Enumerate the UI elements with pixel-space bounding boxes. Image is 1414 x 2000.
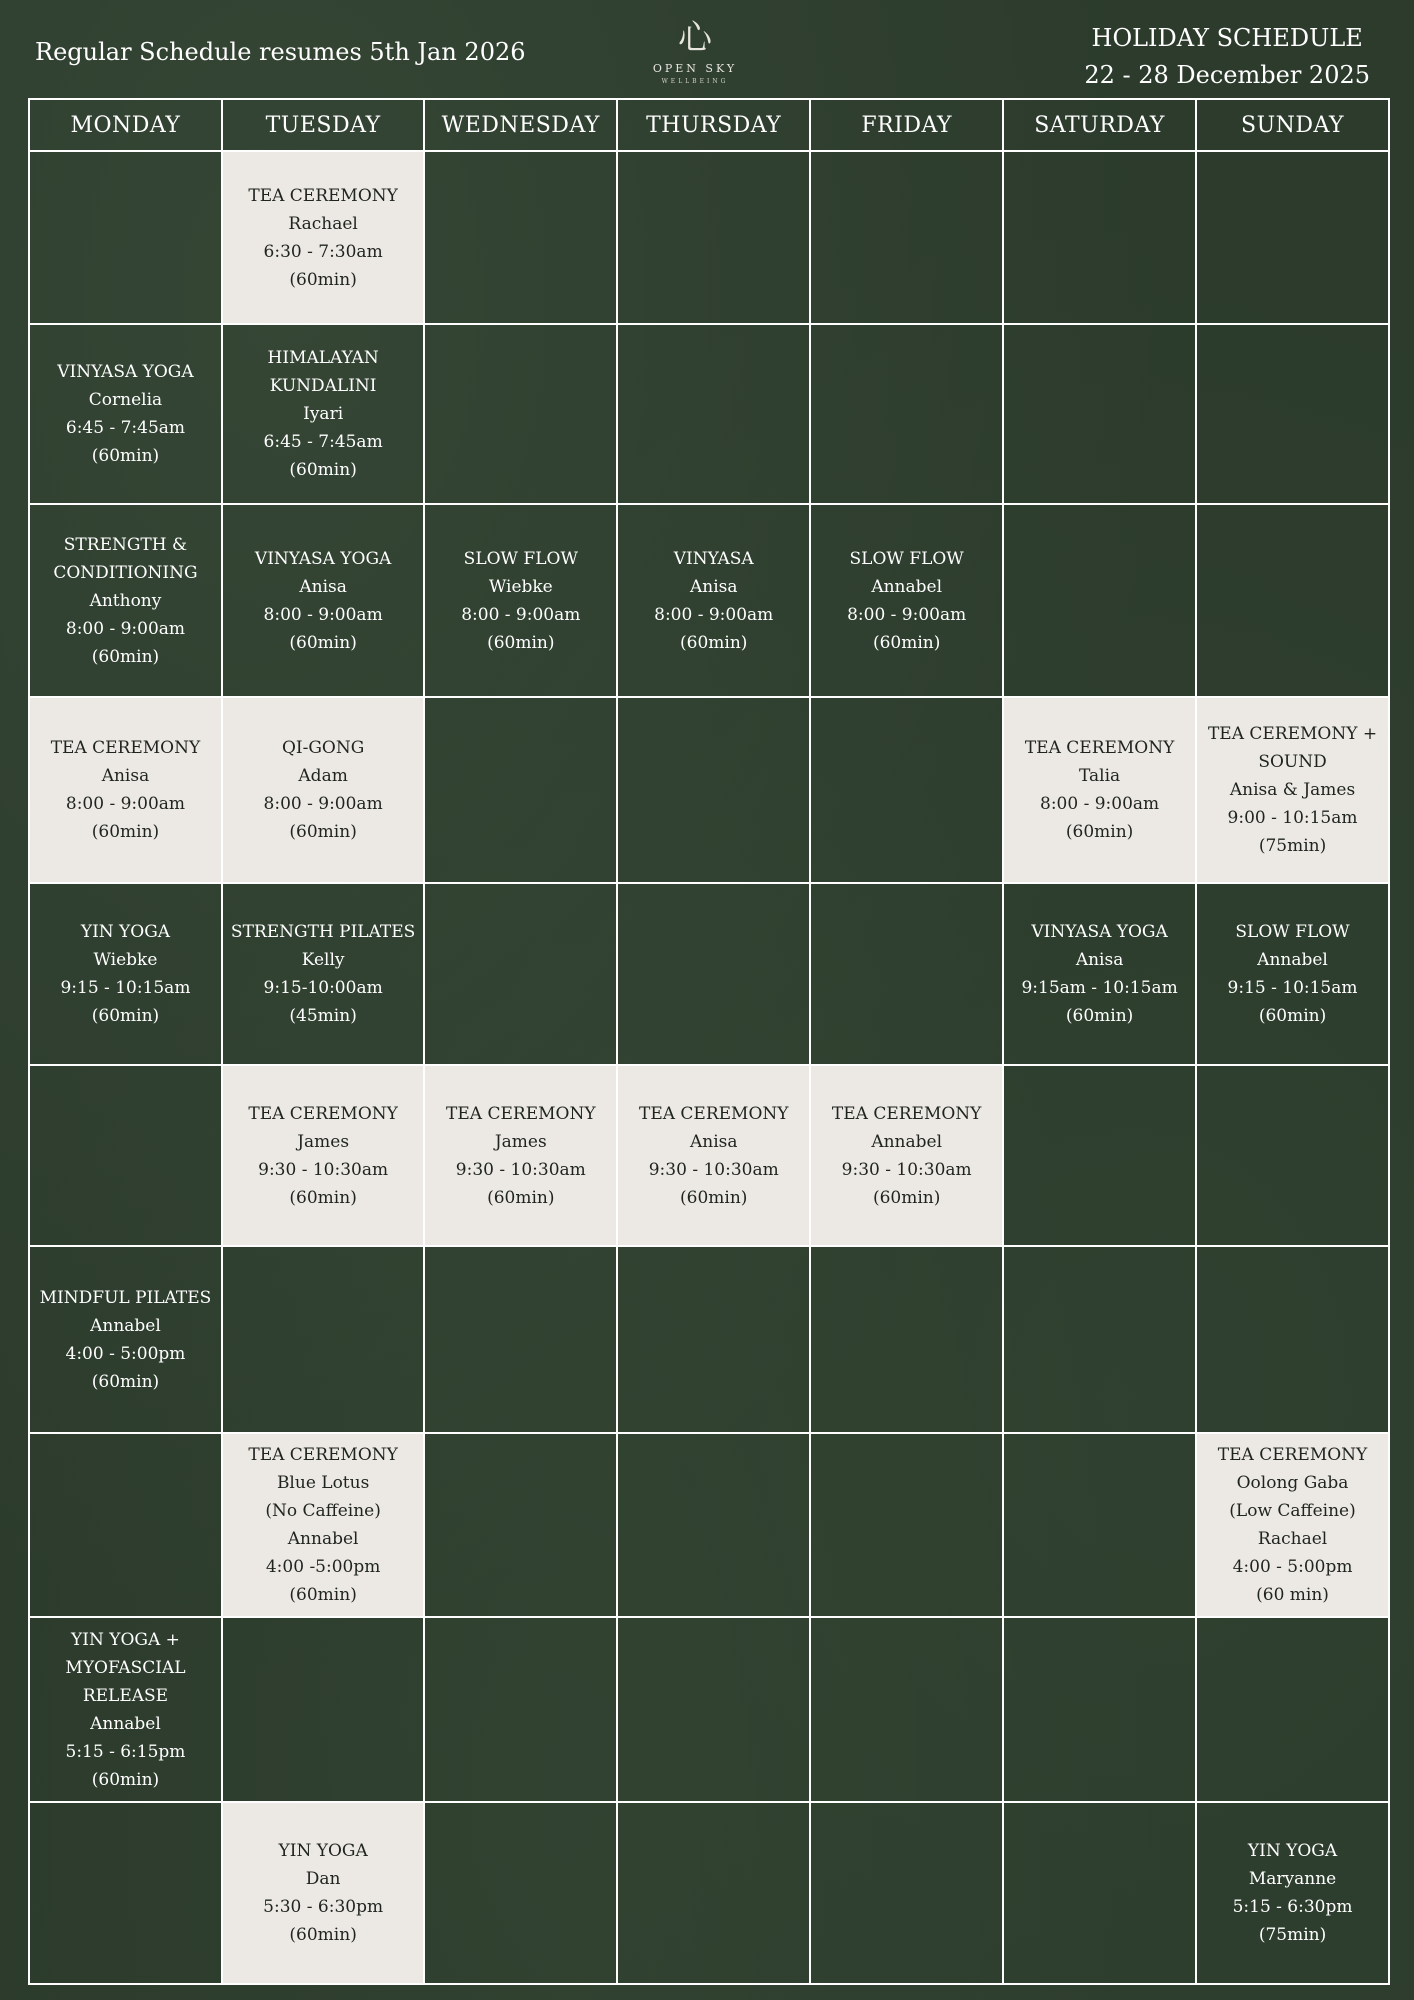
class-title: SLOW FLOW xyxy=(463,548,578,569)
empty-cell xyxy=(618,1434,811,1618)
class-detail: 8:00 - 9:00am xyxy=(847,604,967,625)
empty-cell xyxy=(425,884,618,1066)
empty-cell xyxy=(1197,152,1390,325)
class-detail: (60min) xyxy=(289,1187,357,1208)
class-detail: Annabel xyxy=(871,1131,943,1152)
class-detail: MYOFASCIAL xyxy=(65,1657,186,1678)
empty-cell xyxy=(425,1803,618,1985)
class-cell xyxy=(30,505,223,698)
logo-mark-icon: 心 xyxy=(678,18,712,58)
class-title: TEA CEREMONY xyxy=(50,738,201,758)
class-detail: (60min) xyxy=(680,1187,748,1208)
class-detail: (No Caffeine) xyxy=(265,1501,381,1521)
class-title: TEA CEREMONY xyxy=(248,1445,398,1465)
class-title: VINYASA xyxy=(673,548,754,569)
empty-cell xyxy=(1004,1434,1197,1618)
class-detail: (45min) xyxy=(289,1006,357,1026)
class-detail: 9:15-10:00am xyxy=(263,978,383,998)
class-cell xyxy=(30,1618,223,1803)
class-cell xyxy=(1197,884,1390,1066)
class-cell xyxy=(618,1066,811,1247)
class-detail: Rachael xyxy=(288,213,358,234)
class-title: YIN YOGA xyxy=(278,1841,368,1861)
day-header-monday: MONDAY xyxy=(30,100,223,152)
class-detail: Dan xyxy=(305,1869,341,1889)
class-cell xyxy=(223,698,425,884)
class-detail: 8:00 - 9:00am xyxy=(65,794,186,814)
empty-cell xyxy=(618,325,811,505)
class-title: TEA CEREMONY + xyxy=(1207,724,1378,744)
class-cell xyxy=(1004,884,1197,1066)
class-cell xyxy=(223,152,425,325)
class-detail: Iyari xyxy=(303,404,344,424)
class-detail: Annabel xyxy=(287,1529,359,1549)
empty-cell xyxy=(1004,152,1197,325)
class-detail: Oolong Gaba xyxy=(1236,1473,1349,1493)
class-title: QI-GONG xyxy=(281,738,365,758)
class-detail: Annabel xyxy=(1257,950,1328,970)
empty-cell xyxy=(618,1247,811,1434)
class-detail: 5:15 - 6:30pm xyxy=(1232,1897,1353,1917)
class-cell xyxy=(1197,698,1390,884)
empty-cell xyxy=(1004,505,1197,698)
empty-cell xyxy=(30,1066,223,1247)
class-cell xyxy=(223,325,425,505)
empty-cell xyxy=(425,325,618,505)
empty-cell xyxy=(1004,1066,1197,1247)
class-detail: (Low Caffeine) xyxy=(1229,1501,1356,1521)
class-cell xyxy=(425,505,618,698)
empty-cell xyxy=(1004,1618,1197,1803)
class-cell xyxy=(223,884,425,1066)
class-detail: Maryanne xyxy=(1248,1869,1337,1889)
empty-cell xyxy=(811,325,1004,505)
empty-cell xyxy=(811,884,1004,1066)
class-cell xyxy=(30,698,223,884)
class-cell xyxy=(811,1066,1004,1247)
class-detail: 6:45 - 7:45am xyxy=(65,418,186,438)
class-detail: Cornelia xyxy=(88,390,163,410)
class-detail: Rachael xyxy=(1257,1529,1328,1549)
class-detail: 9:30 - 10:30am xyxy=(648,1159,779,1180)
empty-cell xyxy=(811,1618,1004,1803)
class-title: VINYASA YOGA xyxy=(1031,922,1168,942)
empty-cell xyxy=(1004,325,1197,505)
class-detail: 8:00 - 9:00am xyxy=(263,794,383,814)
class-detail: 5:15 - 6:15pm xyxy=(65,1741,186,1762)
class-detail: (60min) xyxy=(91,1371,160,1392)
brand-logo xyxy=(640,18,750,85)
class-detail: Anisa xyxy=(1075,950,1124,970)
class-detail: 8:00 - 9:00am xyxy=(654,604,774,625)
class-detail: Anisa & James xyxy=(1229,780,1356,800)
class-detail: 4:00 -5:00pm xyxy=(265,1557,381,1577)
empty-cell xyxy=(618,884,811,1066)
class-detail: 4:00 - 5:00pm xyxy=(65,1343,186,1364)
class-detail: 9:15 - 10:15am xyxy=(60,978,191,998)
class-detail: James xyxy=(297,1131,350,1152)
class-title: STRENGTH & xyxy=(63,534,188,555)
class-detail: James xyxy=(494,1131,547,1152)
class-detail: 9:15 - 10:15am xyxy=(1227,978,1358,998)
class-detail: (60min) xyxy=(872,1187,941,1208)
class-cell xyxy=(811,505,1004,698)
schedule-dates: 22 - 28 December 2025 xyxy=(1084,61,1370,89)
class-detail: (60min) xyxy=(1258,1006,1327,1026)
class-detail: Anisa xyxy=(101,766,150,786)
class-detail: (60min) xyxy=(289,269,357,290)
class-detail: (60min) xyxy=(289,460,357,480)
empty-cell xyxy=(618,698,811,884)
class-title: TEA CEREMONY xyxy=(248,1103,398,1124)
class-detail: (60min) xyxy=(680,632,748,653)
empty-cell xyxy=(223,1247,425,1434)
empty-cell xyxy=(1004,1247,1197,1434)
class-title: STRENGTH PILATES xyxy=(230,922,416,942)
class-title: YIN YOGA + xyxy=(71,1629,180,1650)
empty-cell xyxy=(30,1434,223,1618)
class-title: YIN YOGA xyxy=(1247,1841,1338,1861)
empty-cell xyxy=(1197,1618,1390,1803)
class-title: VINYASA YOGA xyxy=(254,548,392,569)
empty-cell xyxy=(1197,1066,1390,1247)
class-title: VINYASA YOGA xyxy=(57,362,194,382)
class-cell xyxy=(618,505,811,698)
class-detail: 8:00 - 9:00am xyxy=(461,604,581,625)
class-title: SLOW FLOW xyxy=(1235,922,1350,942)
class-detail: 9:30 - 10:30am xyxy=(455,1159,586,1180)
class-detail: (60min) xyxy=(289,1585,357,1605)
class-cell xyxy=(425,1066,618,1247)
class-detail: SOUND xyxy=(1258,752,1327,772)
empty-cell xyxy=(811,152,1004,325)
class-title: MINDFUL PILATES xyxy=(39,1287,212,1308)
class-detail: 9:00 - 10:15am xyxy=(1227,808,1358,828)
class-detail: Wiebke xyxy=(488,576,553,597)
class-cell xyxy=(1197,1803,1390,1985)
class-detail: (60min) xyxy=(487,1187,555,1208)
class-cell xyxy=(223,1803,425,1985)
class-detail: 6:30 - 7:30am xyxy=(263,241,383,262)
empty-cell xyxy=(425,1618,618,1803)
class-detail: Anisa xyxy=(689,1131,738,1152)
class-detail: 9:15am - 10:15am xyxy=(1021,978,1178,998)
class-title: TEA CEREMONY xyxy=(248,185,398,206)
class-detail: Adam xyxy=(298,766,348,786)
resume-note: Regular Schedule resumes 5th Jan 2026 xyxy=(35,38,526,66)
empty-cell xyxy=(425,1434,618,1618)
empty-cell xyxy=(1197,325,1390,505)
class-detail: 8:00 - 9:00am xyxy=(1040,794,1160,814)
class-detail: (60min) xyxy=(91,446,160,466)
class-detail: 6:45 - 7:45am xyxy=(263,432,383,452)
class-detail: 8:00 - 9:00am xyxy=(65,618,186,639)
day-header-saturday: SATURDAY xyxy=(1004,100,1197,152)
class-cell xyxy=(30,884,223,1066)
class-detail: (60min) xyxy=(1065,1006,1134,1026)
class-detail: KUNDALINI xyxy=(269,376,377,396)
empty-cell xyxy=(811,1434,1004,1618)
class-title: YIN YOGA xyxy=(80,922,171,942)
class-cell xyxy=(30,325,223,505)
class-detail: (60min) xyxy=(487,632,555,653)
class-detail: (60min) xyxy=(289,1925,357,1945)
empty-cell xyxy=(1197,1247,1390,1434)
empty-cell xyxy=(618,152,811,325)
day-header-wednesday: WEDNESDAY xyxy=(425,100,618,152)
day-header-tuesday: TUESDAY xyxy=(223,100,425,152)
class-detail: (60min) xyxy=(91,1769,160,1790)
empty-cell xyxy=(811,1247,1004,1434)
class-title: TEA CEREMONY xyxy=(1024,738,1175,758)
class-detail: (75min) xyxy=(1258,1925,1327,1945)
empty-cell xyxy=(30,1803,223,1985)
class-cell xyxy=(30,1247,223,1434)
class-detail: (60min) xyxy=(91,822,160,842)
class-detail: (60 min) xyxy=(1256,1585,1329,1605)
class-detail: Anthony xyxy=(89,590,162,611)
schedule-heading xyxy=(1084,20,1370,94)
class-detail: (60min) xyxy=(289,632,357,653)
class-detail: Anisa xyxy=(689,576,738,597)
empty-cell xyxy=(811,1803,1004,1985)
class-detail: Annabel xyxy=(90,1315,161,1336)
class-detail: 8:00 - 9:00am xyxy=(263,604,383,625)
class-detail: (60min) xyxy=(91,646,160,667)
day-header-sunday: SUNDAY xyxy=(1197,100,1390,152)
class-detail: 9:30 - 10:30am xyxy=(258,1159,389,1180)
empty-cell xyxy=(1197,505,1390,698)
class-detail: Annabel xyxy=(90,1713,161,1734)
logo-name: OPEN SKY xyxy=(652,62,738,75)
schedule-grid xyxy=(28,98,1390,1985)
class-detail: 9:30 - 10:30am xyxy=(841,1159,972,1180)
class-cell xyxy=(223,1434,425,1618)
class-detail: (75min) xyxy=(1258,836,1327,856)
class-title: TEA CEREMONY xyxy=(446,1103,596,1124)
class-detail: CONDITIONING xyxy=(53,562,198,583)
empty-cell xyxy=(811,698,1004,884)
empty-cell xyxy=(1004,1803,1197,1985)
class-detail: (60min) xyxy=(872,632,941,653)
empty-cell xyxy=(425,1247,618,1434)
day-header-thursday: THURSDAY xyxy=(618,100,811,152)
schedule-title: HOLIDAY SCHEDULE xyxy=(1091,24,1363,52)
class-cell xyxy=(223,1066,425,1247)
class-detail: (60min) xyxy=(91,1006,160,1026)
class-detail: (60min) xyxy=(289,822,357,842)
class-detail: Annabel xyxy=(871,576,943,597)
class-cell xyxy=(1004,698,1197,884)
class-title: HIMALAYAN xyxy=(267,348,379,368)
empty-cell xyxy=(425,698,618,884)
class-detail: RELEASE xyxy=(82,1685,169,1706)
class-detail: Kelly xyxy=(301,950,345,970)
class-title: TEA CEREMONY xyxy=(638,1103,789,1124)
class-detail: Blue Lotus xyxy=(276,1473,370,1493)
class-cell xyxy=(223,505,425,698)
empty-cell xyxy=(618,1618,811,1803)
empty-cell xyxy=(618,1803,811,1985)
empty-cell xyxy=(30,152,223,325)
class-detail: 4:00 - 5:00pm xyxy=(1232,1557,1353,1577)
class-title: SLOW FLOW xyxy=(849,548,964,569)
class-detail: (60min) xyxy=(1065,822,1134,842)
class-detail: 5:30 - 6:30pm xyxy=(263,1897,384,1917)
class-title: TEA CEREMONY xyxy=(831,1103,982,1124)
class-cell xyxy=(1197,1434,1390,1618)
logo-subtitle: WELLBEING xyxy=(661,78,729,85)
class-detail: Anisa xyxy=(299,576,347,597)
class-title: TEA CEREMONY xyxy=(1217,1445,1368,1465)
empty-cell xyxy=(425,152,618,325)
class-detail: Talia xyxy=(1079,766,1121,786)
day-header-friday: FRIDAY xyxy=(811,100,1004,152)
class-detail: Wiebke xyxy=(93,950,158,970)
empty-cell xyxy=(223,1618,425,1803)
